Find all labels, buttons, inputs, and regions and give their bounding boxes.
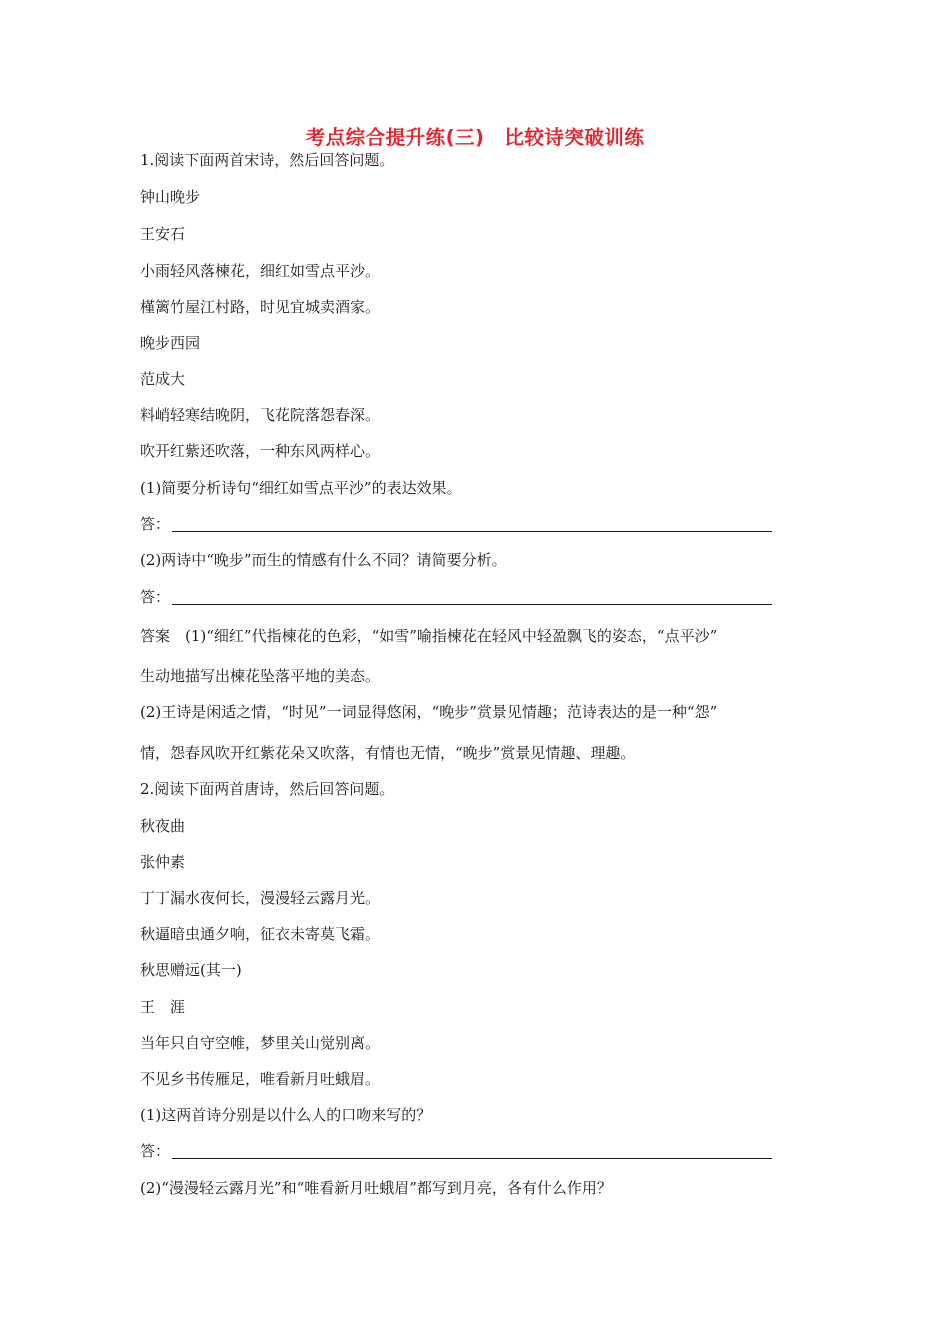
q1-answer-key: 生动地描写出楝花坠落平地的美态。 [140,667,381,685]
answer-label: 答： [140,588,171,606]
q1-answer-key: 情，怨春风吹开红紫花朵又吹落，有情也无情，“晚步”赏景见情趣、理趣。 [140,744,636,762]
q1-poem1-line: 槿篱竹屋江村路，时见宜城卖酒家。 [140,298,381,316]
q2-poem1-line: 丁丁漏水夜何长，漫漫轻云露月光。 [140,889,381,907]
q1-answer-key: (2)王诗是闲适之情，“时见”一词显得悠闲，“晚步”赏景见情趣；范诗表达的是一种“怨” [140,703,718,721]
q2-poem1-line: 秋逼暗虫通夕响，征衣未寄莫飞霜。 [140,925,381,943]
answer-label: 答： [140,515,171,533]
q2-poem1-author: 张仲素 [140,853,186,871]
q2-poem2-line: 当年只自守空帷，梦里关山觉别离。 [140,1034,381,1052]
q1-subquestion-1: (1)简要分析诗句“细红如雪点平沙”的表达效果。 [140,479,462,497]
answer-blank[interactable] [172,531,772,532]
answer-label: 答： [140,1142,171,1160]
q1-poem2-title: 晚步西园 [140,334,201,352]
q1-prompt: 1.阅读下面两首宋诗，然后回答问题。 [140,151,395,169]
q1-poem2-line: 吹开红紫还吹落，一种东风两样心。 [140,442,381,460]
q2-subquestion-2: (2)“漫漫轻云露月光”和“唯看新月吐蛾眉”都写到月亮，各有什么作用？ [140,1179,612,1197]
q1-poem1-author: 王安石 [140,225,186,243]
q1-poem1-line: 小雨轻风落楝花，细红如雪点平沙。 [140,262,381,280]
page-title: 考点综合提升练(三) 比较诗突破训练 [305,126,645,149]
q1-poem2-author: 范成大 [140,370,186,388]
q2-poem1-title: 秋夜曲 [140,817,186,835]
q2-poem2-author: 王 涯 [140,998,186,1016]
q1-subquestion-2: (2)两诗中“晚步”而生的情感有什么不同？请简要分析。 [140,551,507,569]
q2-poem2-title: 秋思赠远(其一) [140,961,242,979]
q2-poem2-line: 不见乡书传雁足，唯看新月吐蛾眉。 [140,1070,381,1088]
answer-blank[interactable] [172,1158,772,1159]
q1-answer-1[interactable] [140,514,772,534]
q1-answer-key: 答案 (1)“细红”代指楝花的色彩，“如雪”喻指楝花在轻风中轻盈飘飞的姿态，“点平沙” [140,627,718,645]
q2-answer-1[interactable] [140,1141,772,1161]
q1-poem1-title: 钟山晚步 [140,188,201,206]
q2-prompt: 2.阅读下面两首唐诗，然后回答问题。 [140,780,395,798]
q1-answer-2[interactable] [140,587,772,607]
q2-subquestion-1: (1)这两首诗分别是以什么人的口吻来写的？ [140,1106,432,1124]
answer-blank[interactable] [172,604,772,605]
q1-poem2-line: 料峭轻寒结晚阴，飞花院落怨春深。 [140,406,381,424]
